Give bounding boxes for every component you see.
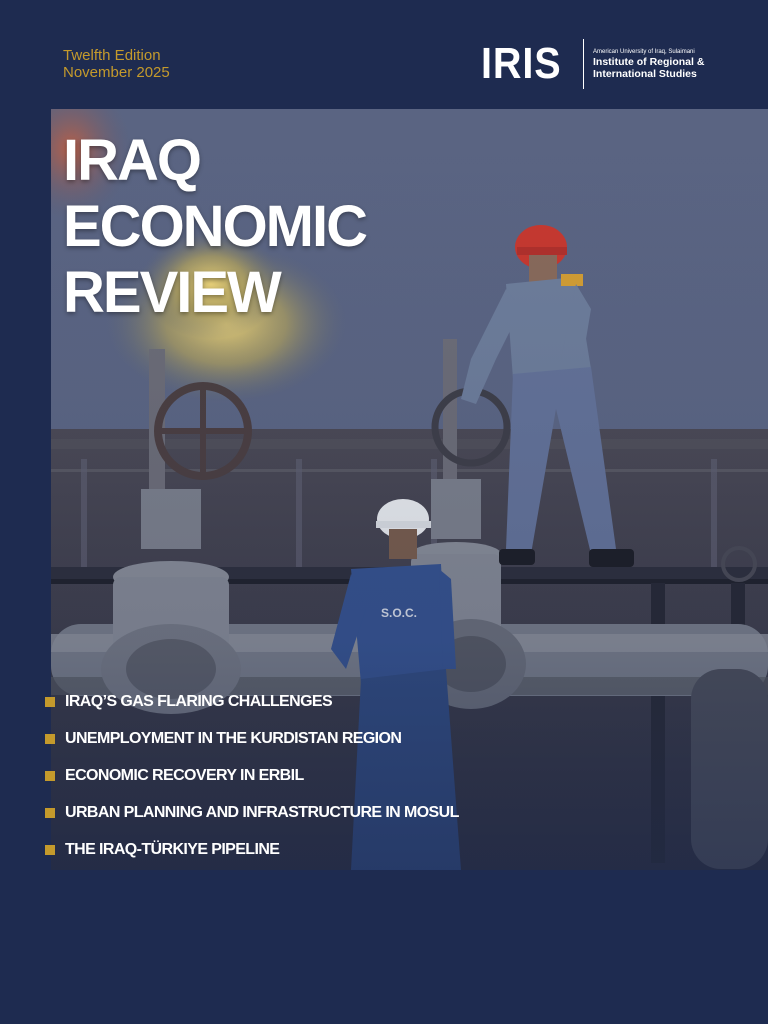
title-line-2: ECONOMIC [63, 194, 366, 259]
logo-text [593, 48, 704, 80]
topic-item [45, 720, 459, 757]
logo-divider [583, 39, 584, 89]
topic-text: IRAQ’S GAS FLARING CHALLENGES [65, 692, 333, 710]
edition-number: Twelfth Edition [63, 47, 161, 64]
topic-text: UNEMPLOYMENT IN THE KURDISTAN REGION [65, 729, 402, 747]
bullet-square-icon [45, 771, 55, 781]
iris-logo [481, 38, 704, 90]
logo-university: American University of Iraq, Sulaimani [593, 49, 695, 55]
topic-item [45, 757, 459, 794]
edition-info [63, 47, 170, 81]
edition-date: November 2025 [63, 64, 170, 81]
bullet-square-icon [45, 734, 55, 744]
bullet-square-icon [45, 697, 55, 707]
title-line-3: REVIEW [63, 260, 280, 325]
bullet-square-icon [45, 845, 55, 855]
title-line-1: IRAQ [63, 128, 200, 193]
topic-list [45, 683, 459, 868]
logo-mark: IRIS [481, 39, 562, 88]
topic-item [45, 794, 459, 831]
logo-line-1: Institute of Regional & [593, 56, 705, 68]
topic-item [45, 683, 459, 720]
topic-text: THE IRAQ-TÜRKIYE PIPELINE [65, 840, 280, 858]
topic-text: URBAN PLANNING AND INFRASTRUCTURE IN MOSUL [65, 803, 459, 821]
logo-line-2: International Studies [593, 68, 697, 80]
topic-item [45, 831, 459, 868]
cover-title [63, 128, 366, 326]
bullet-square-icon [45, 808, 55, 818]
topic-text: ECONOMIC RECOVERY IN ERBIL [65, 766, 304, 784]
